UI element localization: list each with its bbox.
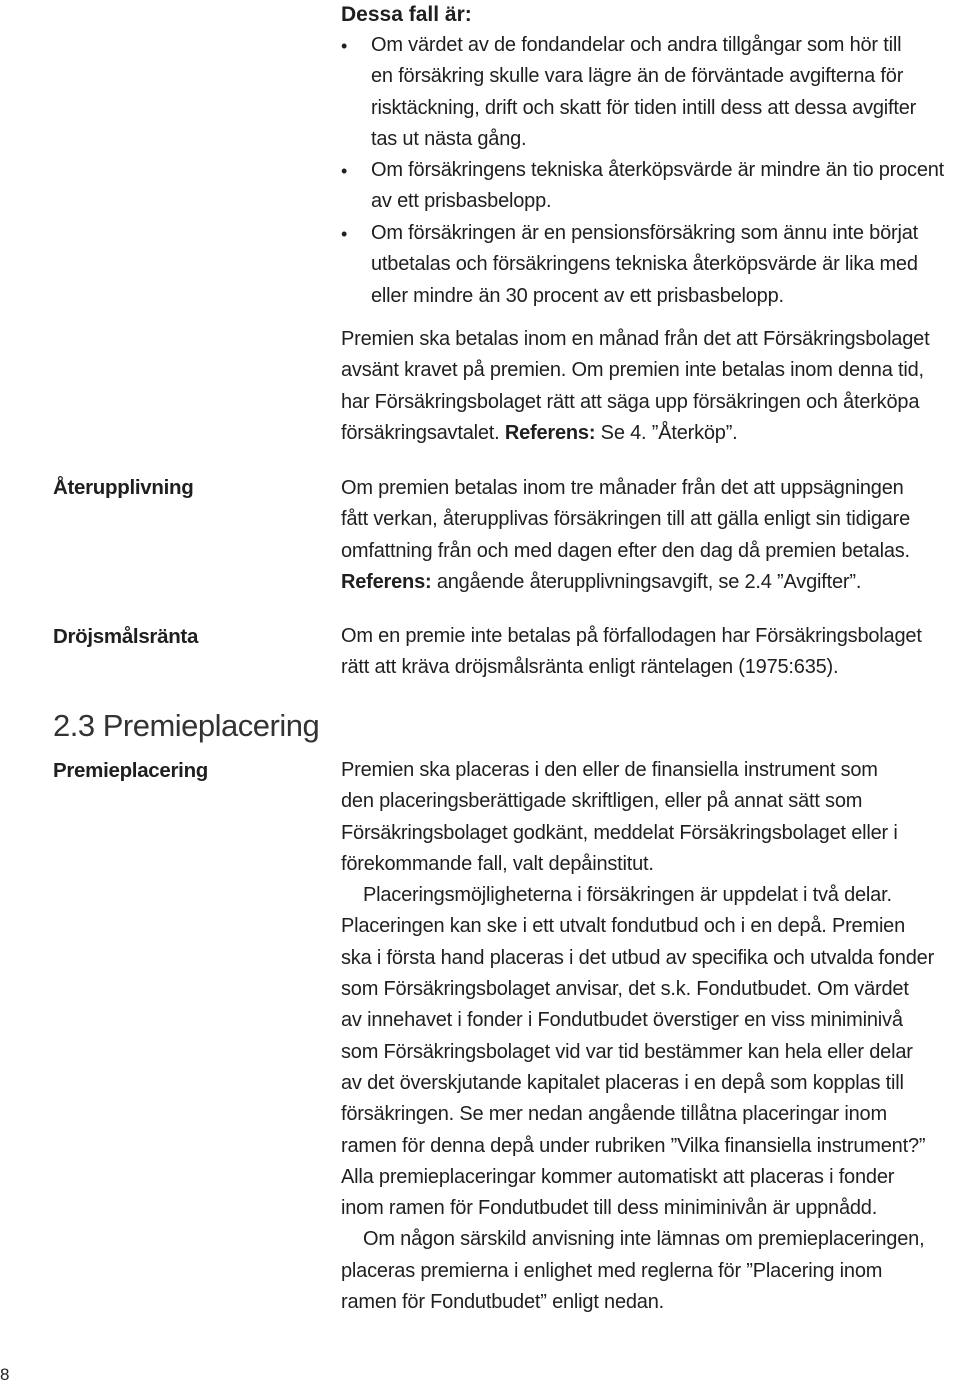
- bullet-icon: •: [341, 161, 348, 181]
- text-line: Placeringen kan ske i ett utvalt fondutbud och i en depå. Premien: [341, 915, 906, 938]
- list-item: [371, 30, 916, 155]
- text-line: som Försäkringsbolaget vid var tid bestämmer kan hela eller delar: [341, 1040, 913, 1063]
- text-line: Placeringsmöjligheterna i försäkringen är uppdelat i två delar.: [363, 884, 892, 907]
- text-line: har Försäkringsbolaget rätt att säga upp försäkringen och återköpa: [341, 390, 920, 413]
- text-line: Om försäkringen är en pensionsförsäkring som ännu inte börjat: [371, 222, 918, 244]
- text-line: försäkringen. Se mer nedan angående tillåtna placeringar inom: [341, 1103, 887, 1126]
- drojsmalsranta-label: Dröjsmålsränta: [53, 625, 199, 648]
- text-line: av det överskjutande kapitalet placeras i en depå som kopplas till: [341, 1071, 904, 1094]
- text-line: eller mindre än 30 procent av ett prisbasbelopp.: [371, 284, 784, 307]
- section-heading: 2.3 Premieplacering: [53, 708, 320, 743]
- text-line: avsänt kravet på premien. Om premien inte betalas inom denna tid,: [341, 359, 924, 382]
- text-line: Premien ska betalas inom en månad från det att Försäkringsbolaget: [341, 328, 930, 350]
- text-line: ska i första hand placeras i det utbud av specifika och utvalda fonder: [341, 946, 935, 969]
- text-line: placeras premierna i enlighet med reglerna för ”Placering inom: [341, 1259, 883, 1282]
- text-line: fått verkan, återupplivas försäkringen till att gälla enligt sin tidigare: [341, 508, 911, 531]
- aterupplivning-label: Återupplivning: [53, 476, 194, 499]
- text-line: förekommande fall, valt depåinstitut.: [341, 852, 654, 875]
- premium-paragraph: [341, 324, 929, 449]
- text-line: Om värdet av de fondandelar och andra tillgångar som hör till: [371, 34, 902, 56]
- intro-heading: Dessa fall är:: [341, 3, 472, 26]
- aterupplivning-paragraph: [341, 473, 910, 598]
- list-item: [371, 155, 944, 218]
- text-line: Premien ska placeras i den eller de finansiella instrument som: [341, 759, 878, 781]
- bullet-icon: •: [341, 224, 348, 244]
- text-line: rätt att kräva dröjsmålsränta enligt räntelagen (1975:635).: [341, 656, 839, 679]
- text-line: Om premien betalas inom tre månader från det att uppsägningen: [341, 477, 904, 499]
- text-line: Om en premie inte betalas på förfallodagen har Försäkringsbolaget: [341, 625, 922, 647]
- text-line: risktäckning, drift och skatt för tiden intill dess att dessa avgifter: [371, 96, 917, 119]
- reference-text: Se 4. ”Återköp”.: [595, 421, 738, 444]
- text-line: Alla premieplaceringar kommer automatiskt att placeras i fonder: [341, 1165, 895, 1188]
- text-line: tas ut nästa gång.: [371, 127, 527, 150]
- text-line: Försäkringsbolaget godkänt, meddelat Försäkringsbolaget eller i: [341, 821, 898, 844]
- text-line: Om försäkringens tekniska återköpsvärde är mindre än tio procent: [371, 159, 945, 181]
- text-line: den placeringsberättigade skriftligen, eller på annat sätt som: [341, 790, 863, 813]
- drojsmalsranta-paragraph: [341, 621, 922, 684]
- text-line: en försäkring skulle vara lägre än de förväntade avgifterna för: [371, 65, 904, 88]
- text-line: av ett prisbasbelopp.: [371, 190, 552, 213]
- text-line: utbetalas och försäkringens tekniska återköpsvärde är lika med: [371, 253, 918, 276]
- reference-text: angående återupplivningsavgift, se 2.4 ”Avgifter”.: [431, 570, 862, 593]
- text-line: [341, 567, 910, 598]
- text-line: av innehavet i fonder i Fondutbudet överstiger en viss miniminivå: [341, 1009, 903, 1032]
- reference-label: Referens:: [341, 570, 432, 593]
- text-line: [341, 418, 929, 449]
- text-line: inom ramen för Fondutbudet till dess miniminivån är uppnådd.: [341, 1197, 878, 1220]
- bullet-icon: •: [341, 36, 348, 56]
- text-line: som Försäkringsbolaget anvisar, det s.k. Fondutbudet. Om värdet: [341, 978, 909, 1001]
- page-number: 8: [0, 1365, 10, 1384]
- premieplacering-label: Premieplacering: [53, 759, 209, 782]
- list-item: [371, 218, 918, 312]
- text-line: omfattning från och med dagen efter den dag då premien betalas.: [341, 539, 910, 562]
- premieplacering-paragraph: [341, 755, 934, 1318]
- text-fragment: försäkringsavtalet.: [341, 421, 505, 444]
- text-line: Om någon särskild anvisning inte lämnas om premieplaceringen,: [363, 1228, 925, 1251]
- reference-label: Referens:: [504, 421, 596, 444]
- text-line: ramen för denna depå under rubriken ”Vilka finansiella instrument?”: [341, 1134, 926, 1157]
- text-line: ramen för Fondutbudet” enligt nedan.: [341, 1291, 665, 1314]
